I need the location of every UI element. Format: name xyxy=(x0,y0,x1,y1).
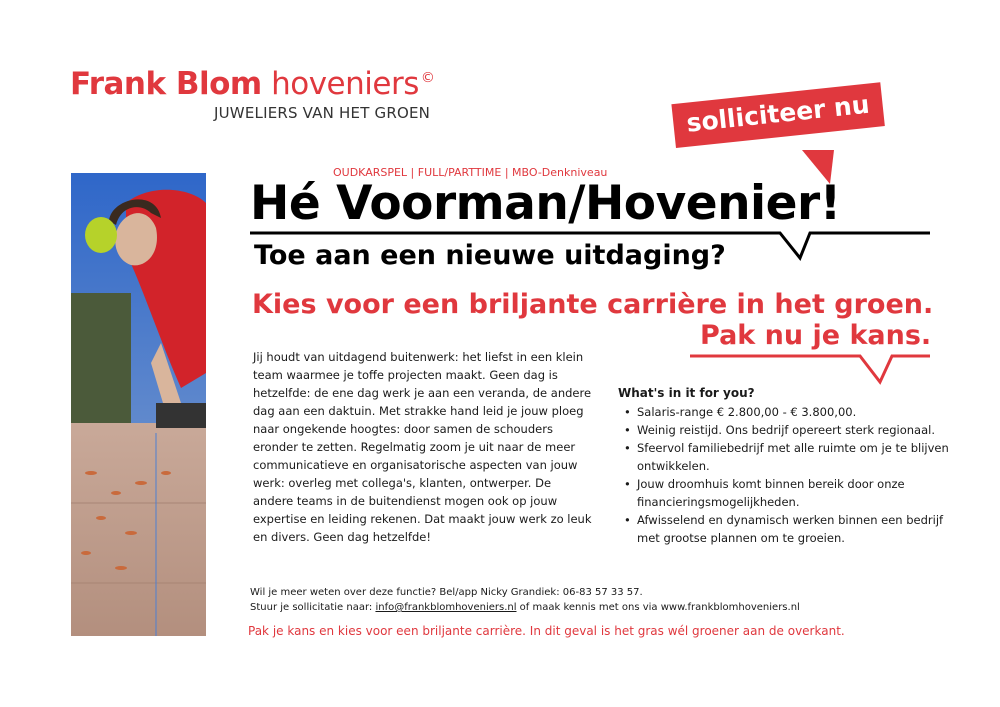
worker-photo xyxy=(71,173,206,636)
brand-logo xyxy=(70,66,434,102)
page-subtitle: Toe aan een nieuwe uitdaging? xyxy=(254,240,726,271)
description-line: expertise en leiding rekenen. Dat maakt jouw werk zo leuk xyxy=(253,512,592,526)
description-line: eronder te zetten. Regelmatig zoom je uit naar de meer xyxy=(253,440,576,454)
contact-email-link[interactable]: info@frankblomhoveniers.nl xyxy=(375,602,517,613)
description-line: naar ongekende hoogtes: door samen de schouders xyxy=(253,422,553,436)
subheadline: Pak nu je kans. xyxy=(700,320,932,351)
description-line: en divers. Geen dag hetzelfde! xyxy=(253,530,431,544)
brand-tagline: JUWELIERS VAN HET GROEN xyxy=(214,104,431,122)
description-line: team waarmee je toffe projecten maakt. Geen dag is xyxy=(253,368,558,382)
brand-name-bold: Frank Blom xyxy=(70,66,262,102)
headline: Kies voor een briljante carrière in het groen. xyxy=(252,289,934,320)
description-line: werk: overleg met collega's, klanten, ontwerper. De xyxy=(253,476,552,490)
contact-email-prefix: Stuur je sollicitatie naar: xyxy=(250,602,376,613)
copyright-mark: © xyxy=(420,70,435,86)
contact-phone-line: Wil je meer weten over deze functie? Bel/app Nicky Grandiek: 06-83 57 33 57. xyxy=(250,587,643,598)
job-meta: OUDKARSPEL | FULL/PARTTIME | MBO-Denkniveau xyxy=(333,166,608,179)
job-description xyxy=(253,348,603,546)
perk-item: • Afwisselend en dynamisch werken binnen een bedrijf met grootse plannen om te groeien. xyxy=(618,511,963,547)
perk-item: • Sfeervol familiebedrijf met alle ruimte om je te blijven ontwikkelen. xyxy=(618,439,963,475)
description-line: Jij houdt van uitdagend buitenwerk: het liefst in een klein xyxy=(253,350,584,364)
contact-email-line xyxy=(250,602,800,613)
description-line: hetzelfde: de ene dag werk je aan een veranda, de andere xyxy=(253,386,592,400)
perk-item: • Salaris-range € 2.800,00 - € 3.800,00. xyxy=(618,403,963,421)
apply-now-label: solliciteer nu xyxy=(685,89,871,138)
worker-photo-illustration xyxy=(71,173,206,636)
description-line: dag aan een daktuin. Met strakke hand leid je jouw ploeg xyxy=(253,404,584,418)
closing-line: Pak je kans en kies voor een briljante carrière. In dit geval is het gras wél groener aan de overkant. xyxy=(248,624,845,638)
brand-name-light: hoveniers xyxy=(271,66,419,102)
description-line: communicatieve en organisatorische aspecten van jouw xyxy=(253,458,578,472)
subheadline-underline-bubble xyxy=(690,354,930,386)
description-line: andere teams in de buitendienst mogen ook op jouw xyxy=(253,494,558,508)
perk-item: • Jouw droomhuis komt binnen bereik door onze financieringsmogelijkheden. xyxy=(618,475,963,511)
perks-heading: What's in it for you? xyxy=(618,386,755,400)
page-title: Hé Voorman/Hovenier! xyxy=(250,176,841,231)
perk-item: • Weinig reistijd. Ons bedrijf opereert sterk regionaal. xyxy=(618,421,963,439)
apply-now-bubble[interactable] xyxy=(671,82,884,148)
perks-list xyxy=(618,403,963,547)
contact-website-text: of maak kennis met ons via www.frankblomhoveniers.nl xyxy=(516,602,800,613)
